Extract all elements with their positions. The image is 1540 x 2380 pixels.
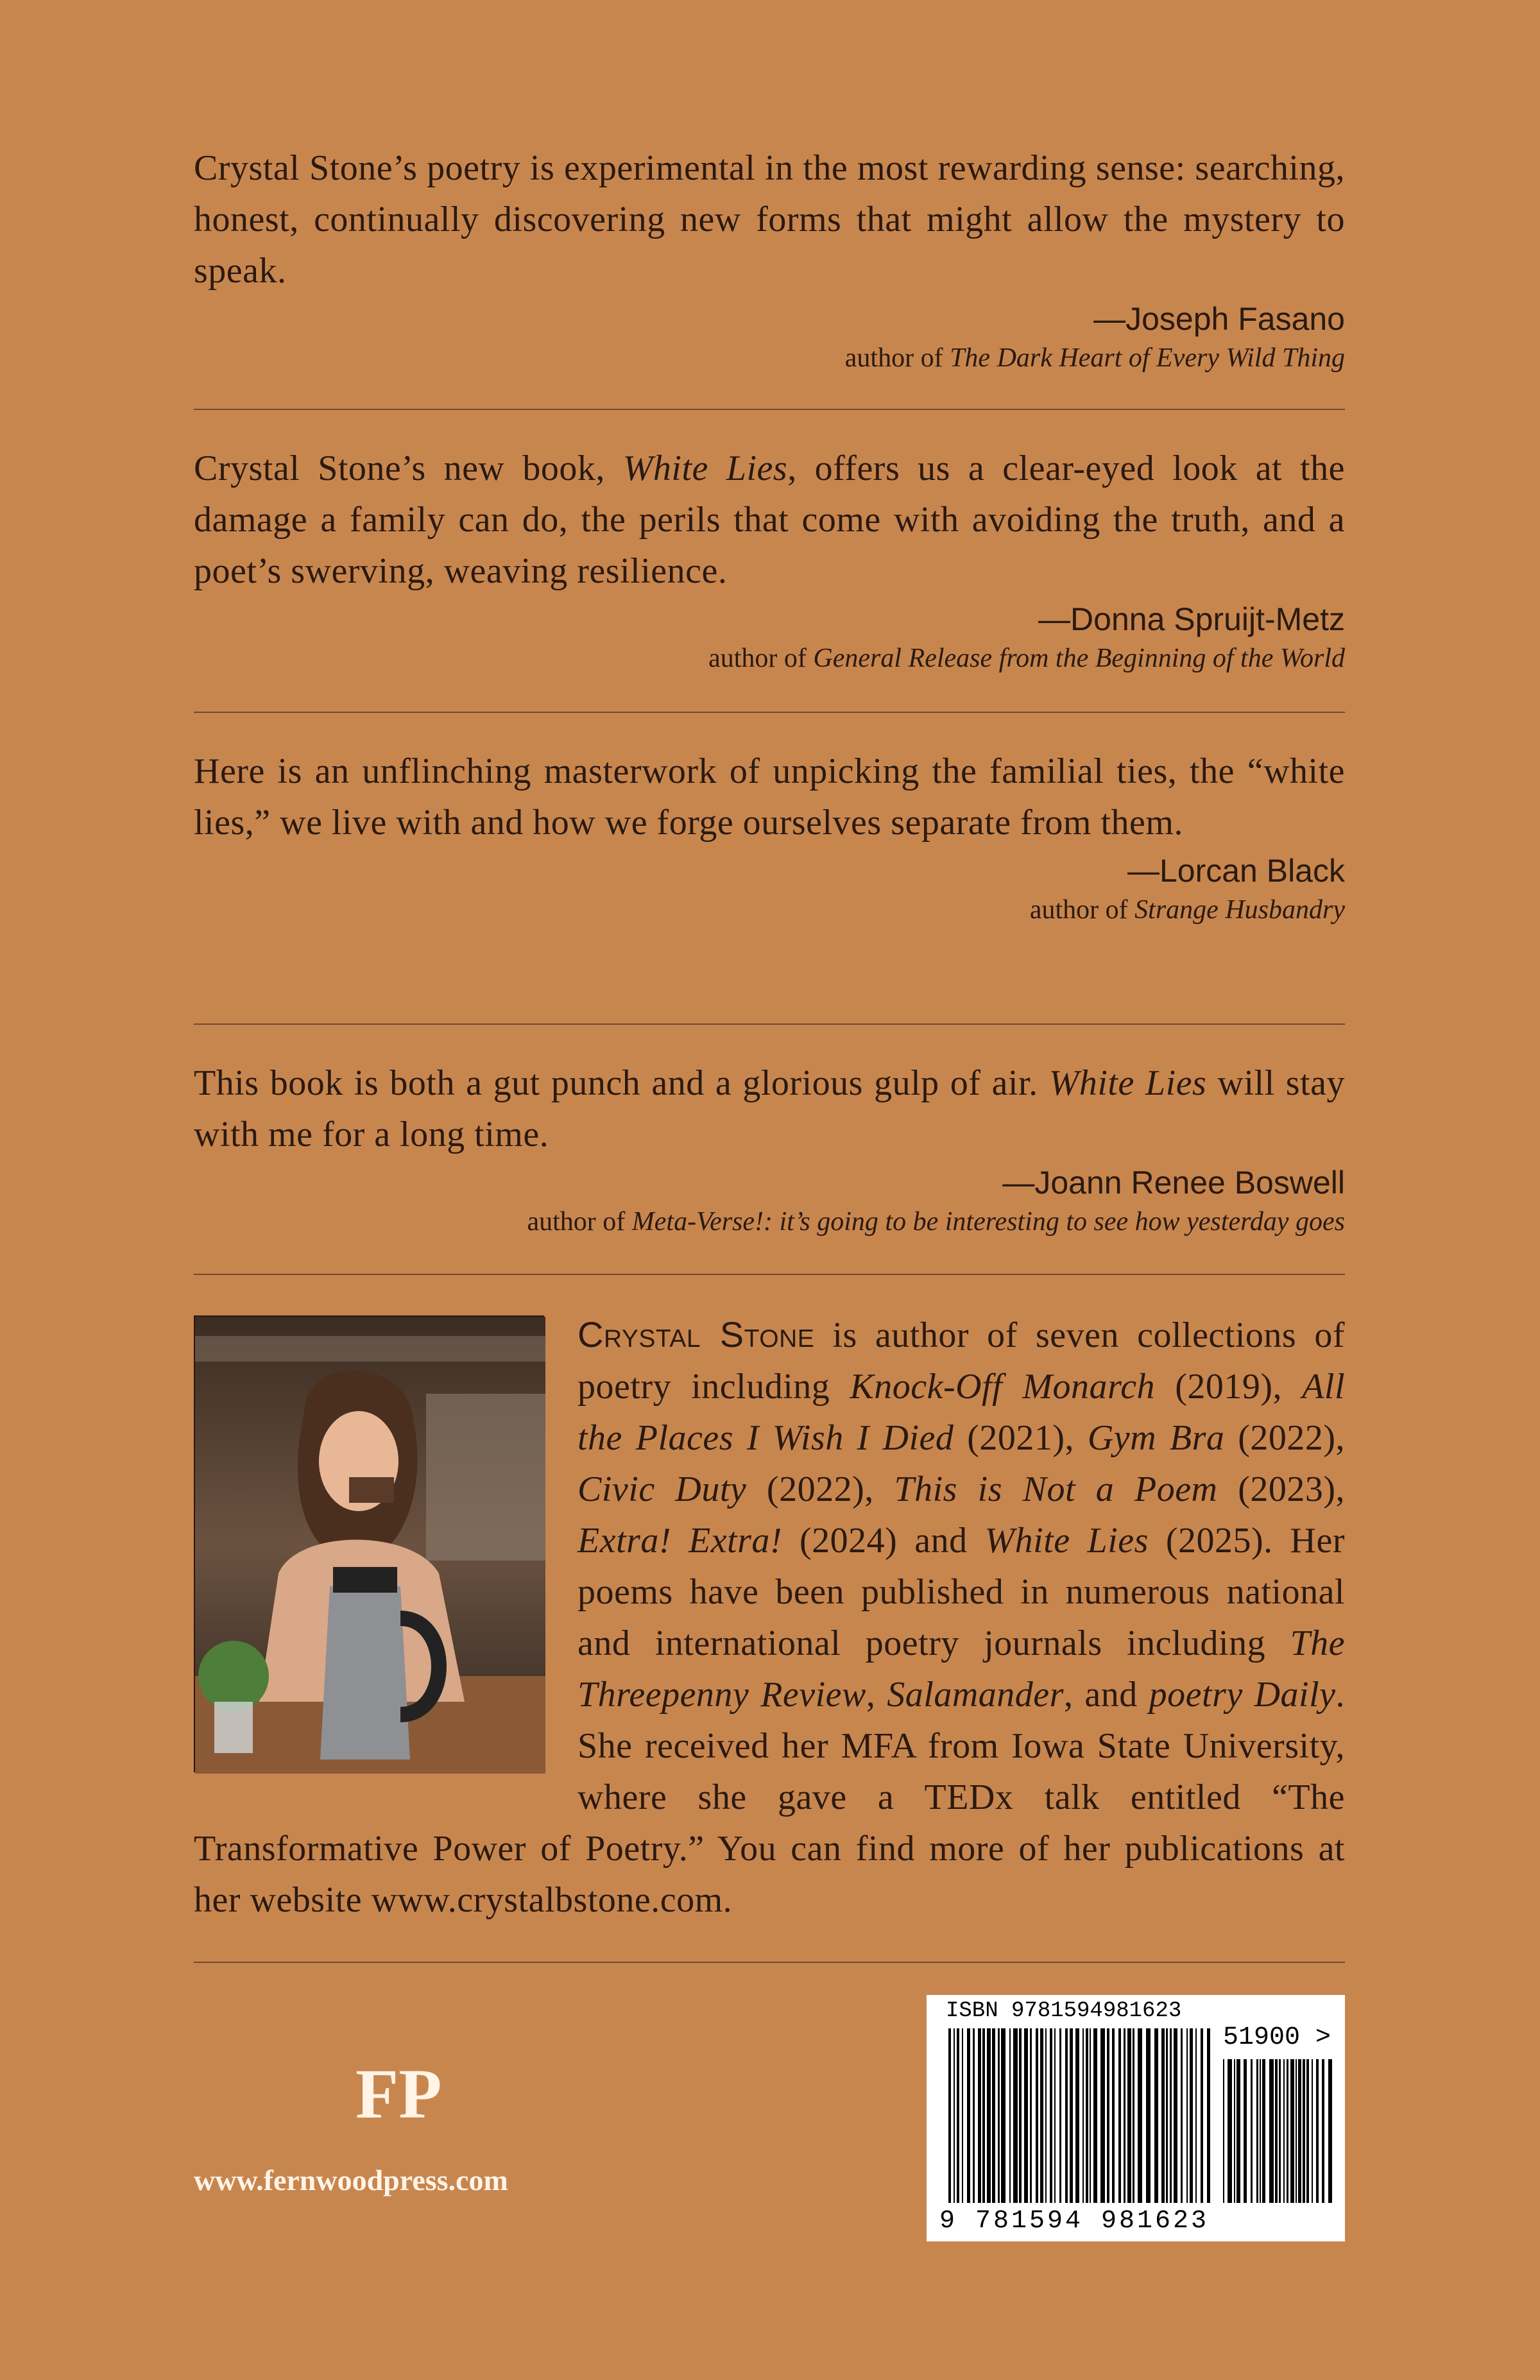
blurb-2 xyxy=(194,443,1345,676)
blurb-1 xyxy=(194,142,1345,376)
divider xyxy=(194,1274,1345,1275)
barcode-bar xyxy=(1328,2059,1332,2203)
barcode-bar xyxy=(1322,2059,1324,2203)
divider xyxy=(194,409,1345,410)
barcode-bar xyxy=(1207,2028,1210,2203)
barcode-bar xyxy=(982,2028,985,2203)
barcode-bar xyxy=(1298,2059,1301,2203)
blurb-author: —Donna Spruijt-Metz xyxy=(1038,601,1345,637)
blurb-text: Here is an unflinching masterwork of unpicking the familial ties, the “white lies,” we live with and how we forge ourselves separate from them. xyxy=(194,751,1345,843)
publisher-website[interactable]: www.fernwoodpress.com xyxy=(194,2164,508,2196)
barcode-digits: 9 781594 981623 xyxy=(939,2207,1210,2236)
barcode-bar xyxy=(1112,2028,1115,2203)
barcode-bar xyxy=(957,2028,959,2203)
barcode-bar xyxy=(1181,2028,1183,2203)
barcode-bar xyxy=(1290,2059,1294,2203)
barcode-bar xyxy=(1244,2059,1247,2203)
price-code: 51900 > xyxy=(1223,2023,1331,2052)
blurb-4 xyxy=(194,1057,1345,1240)
barcode-bar xyxy=(1070,2028,1073,2203)
blurb-credit: author of Meta-Verse!: it’s going to be interesting to see how yesterday goes xyxy=(527,1207,1345,1237)
barcode-bar xyxy=(1228,2059,1232,2203)
barcode-bar xyxy=(1166,2028,1168,2203)
barcode-bar xyxy=(1127,2028,1131,2203)
barcode-bar xyxy=(1009,2028,1011,2203)
divider xyxy=(194,712,1345,713)
barcode-bar xyxy=(1118,2028,1121,2203)
blurb-3 xyxy=(194,746,1345,928)
blurb-credit: author of General Release from the Beginning of the World xyxy=(708,644,1345,673)
barcode-bar xyxy=(1201,2028,1203,2203)
barcode-bar xyxy=(987,2028,991,2203)
barcode-bar xyxy=(1234,2059,1235,2203)
barcode-bar xyxy=(1059,2028,1061,2203)
barcode-bar xyxy=(1303,2059,1305,2203)
barcode-bar xyxy=(1283,2059,1285,2203)
barcode-bar xyxy=(1024,2028,1028,2203)
author-photo-image xyxy=(195,1317,545,1774)
barcode-bar xyxy=(1154,2028,1158,2203)
barcode-bar xyxy=(1030,2028,1032,2203)
barcode-bar xyxy=(967,2028,970,2203)
barcode-bar xyxy=(1013,2028,1018,2203)
barcode-bar xyxy=(1251,2059,1253,2203)
barcode-bar xyxy=(962,2028,963,2203)
barcode-bar xyxy=(1086,2028,1088,2203)
author-bio xyxy=(194,1309,1345,1926)
barcode-bar xyxy=(1170,2028,1172,2203)
barcode-bar xyxy=(1256,2059,1258,2203)
barcode-bar xyxy=(1090,2028,1091,2203)
blurb-text: Crystal Stone’s poetry is experimental in the most rewarding sense: searching, honest, continually discovering new forms that might allow the mystery to speak. xyxy=(194,148,1345,291)
barcode-bar xyxy=(1138,2028,1142,2203)
barcode-bar xyxy=(1124,2028,1125,2203)
barcode-bar xyxy=(978,2028,981,2203)
barcode-bar xyxy=(948,2028,951,2203)
barcode-bar xyxy=(954,2028,955,2203)
blurb-text: This book is both a gut punch and a glorious gulp of air. White Lies will stay with me for a long time. xyxy=(194,1063,1345,1154)
barcode-bar xyxy=(1186,2028,1188,2203)
barcode-bar xyxy=(1082,2028,1084,2203)
isbn-label: ISBN 9781594981623 xyxy=(946,1999,1182,2023)
barcode-bars xyxy=(927,1995,1345,2241)
publisher-logo xyxy=(194,2053,579,2197)
barcode-bar xyxy=(1075,2028,1079,2203)
barcode-bar xyxy=(1054,2028,1056,2203)
blurb-credit: author of Strange Husbandry xyxy=(1029,895,1345,925)
barcode-bar xyxy=(1100,2028,1105,2203)
barcode-bar xyxy=(1195,2028,1197,2203)
barcode-bar xyxy=(1040,2028,1043,2203)
barcode-bar xyxy=(1065,2028,1068,2203)
barcode-bar xyxy=(1296,2059,1297,2203)
barcode-bar xyxy=(1107,2028,1109,2203)
barcode-bar xyxy=(1019,2028,1022,2203)
barcode-bar xyxy=(1093,2028,1097,2203)
bio-text: Crystal Stone is author of seven collections of poetry including Knock-Off Monarch (2019), All the Places I Wish I Died (2021), Gym Bra (2022), Civic Duty (2022), This is Not a Poem (2023), Extra! Extra! (2024) and White Lies (2025). Her poems have been published in numerous national and international poetry journals including The Threepenny Review, Salamander, and poetry Daily. She received her MFA from Iowa State University, where she gave a TEDx talk entitled “The Transformative Power of Poetry.” You can find more of her publications at her website www.crystalbstone.com. xyxy=(194,1314,1346,1920)
barcode-bar xyxy=(1312,2059,1313,2203)
barcode-bar xyxy=(1174,2028,1177,2203)
barcode-bar xyxy=(1306,2059,1309,2203)
isbn-barcode xyxy=(927,1995,1345,2241)
barcode-bar xyxy=(1287,2059,1288,2203)
barcode-bar xyxy=(1269,2059,1274,2203)
barcode-bar xyxy=(1045,2028,1047,2203)
barcode-bar xyxy=(1236,2059,1240,2203)
author-photo xyxy=(194,1315,544,1772)
blurb-author: —Joann Renee Boswell xyxy=(1002,1165,1345,1201)
barcode-bar xyxy=(998,2028,1000,2203)
barcode-bar xyxy=(1260,2059,1261,2203)
svg-text:FP: FP xyxy=(355,2055,442,2133)
barcode-bar xyxy=(1161,2028,1165,2203)
blurb-credit: author of The Dark Heart of Every Wild Thing xyxy=(844,343,1345,373)
barcode-bar xyxy=(992,2028,995,2203)
barcode-bar xyxy=(1262,2059,1265,2203)
barcode-bar xyxy=(1036,2028,1038,2203)
barcode-bar xyxy=(1190,2028,1193,2203)
blurb-text: Crystal Stone’s new book, White Lies, offers us a clear-eyed look at the damage a family can do, the perils that come with avoiding the truth, and a poet’s swerving, weaving resilience. xyxy=(194,449,1345,591)
barcode-bar xyxy=(1279,2059,1281,2203)
barcode-bar xyxy=(1001,2028,1005,2203)
barcode-bar xyxy=(1050,2028,1052,2203)
blurb-author: —Lorcan Black xyxy=(1127,853,1345,889)
barcode-bar xyxy=(973,2028,975,2203)
divider xyxy=(194,1962,1345,1963)
barcode-bar xyxy=(1275,2059,1278,2203)
fp-logo-icon xyxy=(350,2053,442,2137)
divider xyxy=(194,1023,1345,1025)
blurb-author: —Joseph Fasano xyxy=(1093,301,1345,337)
barcode-bar xyxy=(1133,2028,1134,2203)
barcode-bar xyxy=(1223,2059,1224,2203)
barcode-bar xyxy=(1316,2059,1319,2203)
barcode-bar xyxy=(1146,2028,1151,2203)
